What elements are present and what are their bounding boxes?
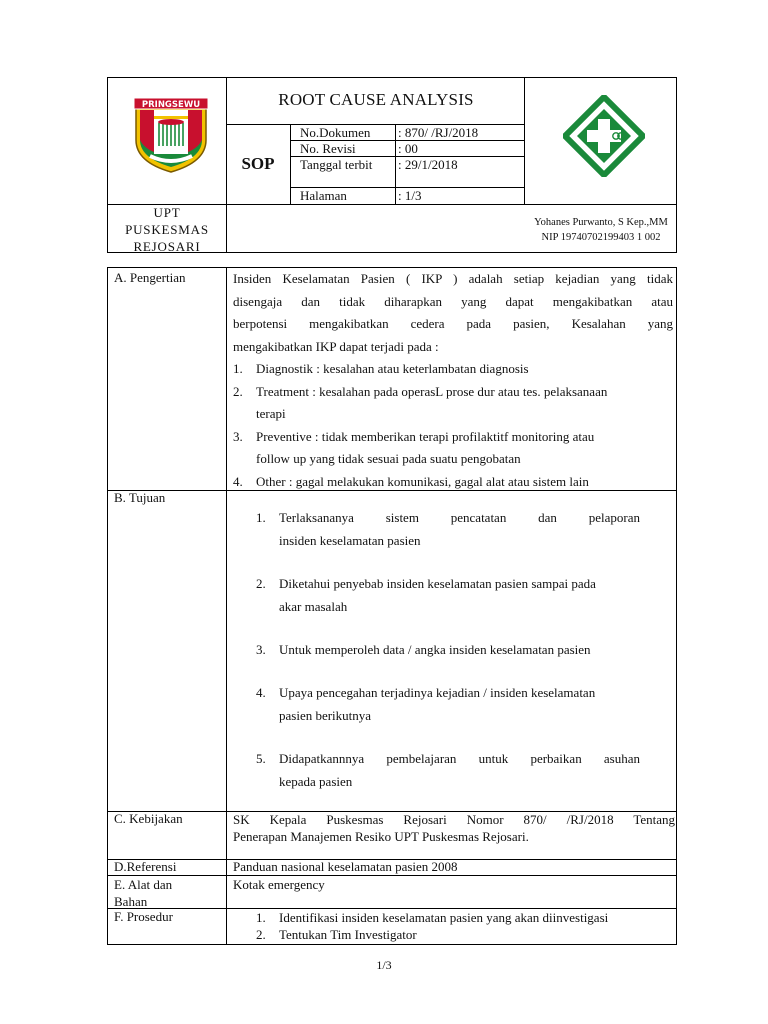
section-label-alat [114,876,172,910]
pringsewu-logo [130,96,212,174]
list-text: kepada pasien [279,774,353,789]
list-text: insiden keselamatan pasien [279,533,421,548]
tujuan-list [256,506,640,793]
list-number: 1. [256,910,266,925]
sop-label: SOP [241,154,275,173]
sop-header [107,77,677,253]
meta-label-revisi: No. Revisi [300,141,356,156]
list-item [233,471,673,494]
list-number: 2. [256,927,266,942]
list-item [256,506,640,552]
section-label-pengertian: A. Pengertian [114,270,186,285]
signature-block [524,215,678,245]
org-line-3: REJOSARI [133,239,201,254]
list-number: 2. [233,383,243,399]
alat-label-line: E. Alat dan [114,877,173,892]
list-item [233,381,673,426]
org-line-2: PUSKESMAS [125,222,209,237]
list-text: pasien berikutnya [279,708,372,723]
list-text: terapi [256,406,286,421]
list-text: Diagnostik : kesalahan atau keterlambatan diagnosis [256,361,529,376]
pengertian-line: disengaja dan tidak diharapkan yang dapat mengakibatkan atau [233,293,673,309]
pengertian-line: mengakibatkan IKP dapat terjadi pada : [233,338,439,354]
list-text: Diketahui penyebab insiden keselamatan pasien sampai pada [279,576,596,591]
alat-text: Kotak emergency [233,877,325,892]
meta-label-halaman: Halaman [300,188,347,203]
section-label-prosedur: F. Prosedur [114,909,173,924]
meta-label-dokumen: No.Dokumen [300,125,371,140]
list-item [256,926,666,943]
signer-name: Yohanes Purwanto, S Kep.,MM [534,217,668,228]
list-text: follow up yang tidak sesuai pada suatu pengobatan [256,451,521,466]
kebijakan-line: SK Kepala Puskesmas Rejosari Nomor 870/ /RJ/2018 Tentang [233,812,675,827]
referensi-text: Panduan nasional keselamatan pasien 2008 [233,859,458,874]
document-title: ROOT CAUSE ANALYSIS [278,90,474,109]
list-number: 3. [233,428,243,444]
kebijakan-line: Penerapan Manajemen Resiko UPT Puskesmas Rejosari. [233,829,529,844]
meta-value-revisi: : 00 [398,141,418,156]
signer-nip: NIP 19740702199403 1 002 [541,232,661,243]
meta-value-tanggal: : 29/1/2018 [398,157,458,172]
sop-content-table [107,267,677,945]
pengertian-paragraph [233,268,673,358]
list-item [256,572,640,618]
meta-value-halaman: : 1/3 [398,188,422,203]
list-item [256,681,640,727]
list-item [233,358,673,381]
list-text: Didapatkannnya pembelajaran untuk perbaikan asuhan [279,751,640,766]
section-label-referensi: D.Referensi [114,859,177,874]
list-text: Terlaksananya sistem pencatatan dan pelaporan [279,510,640,525]
puskesmas-logo [563,95,645,177]
logo-text: PRINGSEWU [141,100,201,110]
kebijakan-text [233,811,675,845]
list-text: Identifikasi insiden keselamatan pasien yang akan diinvestigasi [279,910,609,925]
list-text: akar masalah [279,599,348,614]
org-line-1: UPT [153,205,181,220]
pengertian-line: berpotensi mengakibatkan cedera pada pasien, Kesalahan yang [233,316,673,331]
list-number: 1. [256,510,266,525]
list-text: Treatment : kesalahan pada operasL prose dur atau tes. pelaksanaan [256,383,608,399]
list-number: 3. [256,642,266,657]
pengertian-list [233,358,673,493]
list-number: 4. [256,685,266,700]
list-number: 4. [233,473,243,489]
list-item [256,638,640,661]
meta-value-dokumen: : 870/ /RJ/2018 [398,125,479,140]
page-number: 1/3 [376,958,392,972]
list-number: 5. [256,751,266,766]
list-text: Preventive : tidak memberikan terapi profilaktitf monitoring atau [256,428,595,444]
list-item [256,909,666,926]
prosedur-list [256,909,666,943]
section-label-kebijakan: C. Kebijakan [114,811,183,826]
list-text: Untuk memperoleh data / angka insiden keselamatan pasien [279,642,591,657]
list-number: 2. [256,576,266,591]
list-text: Tentukan Tim Investigator [279,927,417,942]
section-label-tujuan: B. Tujuan [114,490,166,505]
organization-name [108,204,226,255]
list-text: Upaya pencegahan terjadinya kejadian / insiden keselamatan [279,685,596,700]
list-number: 1. [233,361,243,376]
list-text: Other : gagal melakukan komunikasi, gagal alat atau sistem lain [256,473,589,489]
list-item [233,426,673,471]
meta-label-tanggal: Tanggal terbit [300,157,373,172]
alat-label-line: Bahan [114,894,148,909]
pengertian-line: Insiden Keselamatan Pasien ( IKP ) adalah setiap kejadian yang tidak [233,271,673,286]
list-item [256,747,640,793]
